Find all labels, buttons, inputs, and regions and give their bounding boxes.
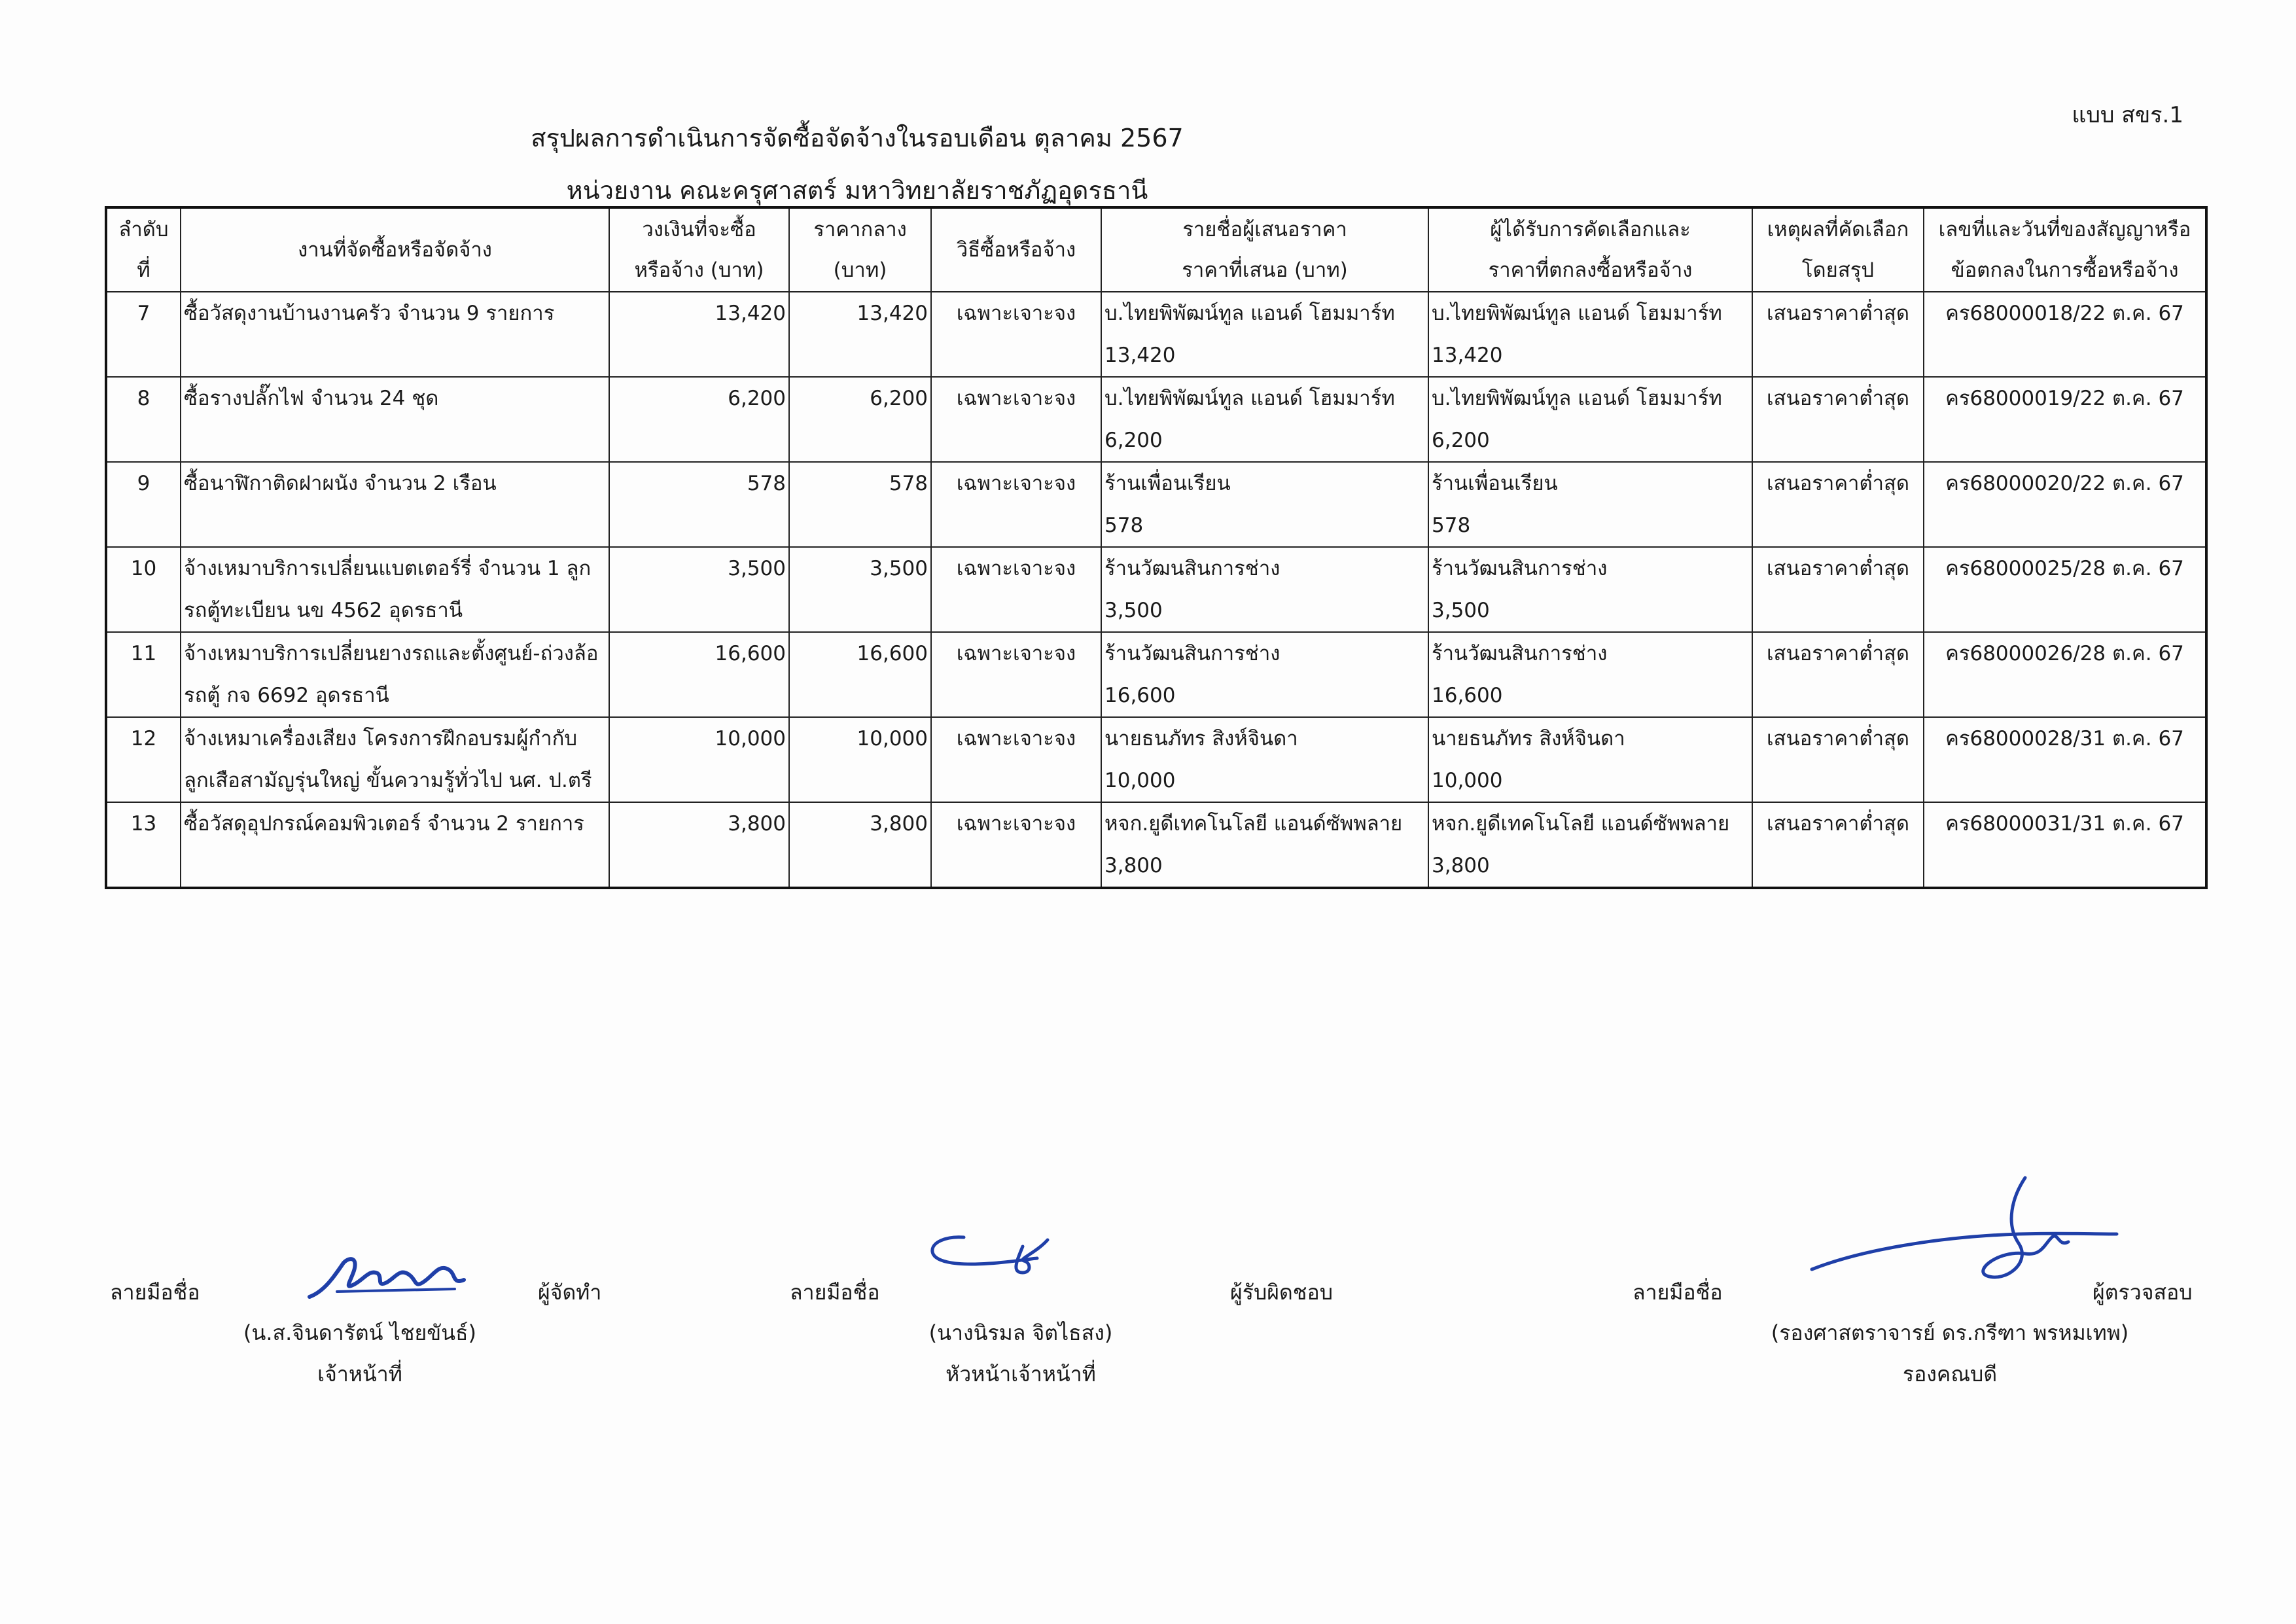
cell-contract: คร68000031/31 ต.ค. 67: [1924, 802, 2206, 888]
cell-no: 9: [106, 462, 181, 547]
role-inspector: ผู้ตรวจสอบ: [2093, 1280, 2193, 1305]
cell-bidder: ร้านเพื่อนเรียน 578: [1101, 462, 1428, 547]
table-row: [106, 292, 2206, 377]
cell-reason: เสนอราคาต่ำสุด: [1752, 547, 1924, 632]
cell-contract: คร68000028/31 ต.ค. 67: [1924, 717, 2206, 802]
cell-work: ซื้อวัสดุอุปกรณ์คอมพิวเตอร์ จำนวน 2 รายการ: [181, 802, 609, 888]
cell-median-price: 578: [789, 462, 931, 547]
cell-contract: คร68000026/28 ต.ค. 67: [1924, 632, 2206, 717]
cell-method: เฉพาะเจาะจง: [931, 547, 1101, 632]
table-row: [106, 462, 2206, 547]
form-code: แบบ สขร.1: [2072, 102, 2183, 128]
cell-no: 13: [106, 802, 181, 888]
cell-budget: 13,420: [609, 292, 789, 377]
cell-no: 11: [106, 632, 181, 717]
position-inspector: รองคณบดี: [1902, 1362, 1998, 1386]
cell-work: จ้างเหมาบริการเปลี่ยนแบตเตอร์รี่ จำนวน 1 ลูก รถตู้ทะเบียน นข 4562 อุดรธานี: [181, 547, 609, 632]
cell-median-price: 3,800: [789, 802, 931, 888]
cell-winner: ร้านวัฒนสินการช่าง 16,600: [1428, 632, 1752, 717]
table-row: [106, 377, 2206, 462]
cell-bidder: หจก.ยูดีเทคโนโลยี แอนด์ซัพพลาย 3,800: [1101, 802, 1428, 888]
cell-work: ซื้อรางปลั๊กไฟ จำนวน 24 ชุด: [181, 377, 609, 462]
role-responsible: ผู้รับผิดชอบ: [1230, 1280, 1333, 1305]
cell-work: จ้างเหมาบริการเปลี่ยนยางรถและตั้งศูนย์-ถ่วงล้อ รถตู้ กจ 6692 อุดรธานี: [181, 632, 609, 717]
signature-label-inspector: ลายมือชื่อ: [1633, 1280, 1723, 1305]
cell-contract: คร68000025/28 ต.ค. 67: [1924, 547, 2206, 632]
position-preparer: เจ้าหน้าที่: [317, 1362, 402, 1386]
cell-reason: เสนอราคาต่ำสุด: [1752, 632, 1924, 717]
cell-bidder: ร้านวัฒนสินการช่าง 16,600: [1101, 632, 1428, 717]
header-work: งานที่จัดซื้อหรือจัดจ้าง: [181, 207, 609, 292]
signature-label-responsible: ลายมือชื่อ: [790, 1280, 880, 1305]
report-title: สรุปผลการดำเนินการจัดซื้อจัดจ้างในรอบเดือน ตุลาคม 2567: [531, 124, 1184, 152]
cell-method: เฉพาะเจาะจง: [931, 462, 1101, 547]
agency-title: หน่วยงาน คณะครุศาสตร์ มหาวิทยาลัยราชภัฏอุดรธานี: [566, 176, 1148, 205]
cell-reason: เสนอราคาต่ำสุด: [1752, 377, 1924, 462]
cell-reason: เสนอราคาต่ำสุด: [1752, 462, 1924, 547]
preparer-signature: [304, 1251, 474, 1303]
table-row: [106, 632, 2206, 717]
header-no: ลำดับ ที่: [106, 207, 181, 292]
cell-budget: 6,200: [609, 377, 789, 462]
cell-method: เฉพาะเจาะจง: [931, 377, 1101, 462]
header-winner: ผู้ได้รับการคัดเลือกและ ราคาที่ตกลงซื้อหรือจ้าง: [1428, 207, 1752, 292]
header-method: วิธีซื้อหรือจ้าง: [931, 207, 1101, 292]
cell-budget: 3,500: [609, 547, 789, 632]
cell-winner: ร้านวัฒนสินการช่าง 3,500: [1428, 547, 1752, 632]
cell-method: เฉพาะเจาะจง: [931, 632, 1101, 717]
responsible-signature: [926, 1233, 1076, 1299]
cell-work: ซื้อนาฬิกาติดฝาผนัง จำนวน 2 เรือน: [181, 462, 609, 547]
cell-bidder: บ.ไทยพิพัฒน์ทูล แอนด์ โฮมมาร์ท 6,200: [1101, 377, 1428, 462]
cell-contract: คร68000018/22 ต.ค. 67: [1924, 292, 2206, 377]
cell-work: ซื้อวัสดุงานบ้านงานครัว จำนวน 9 รายการ: [181, 292, 609, 377]
header-budget: วงเงินที่จะซื้อ หรือจ้าง (บาท): [609, 207, 789, 292]
cell-median-price: 10,000: [789, 717, 931, 802]
role-preparer: ผู้จัดทำ: [538, 1280, 602, 1305]
signature-label-preparer: ลายมือชื่อ: [110, 1280, 200, 1305]
cell-median-price: 6,200: [789, 377, 931, 462]
cell-median-price: 16,600: [789, 632, 931, 717]
cell-no: 8: [106, 377, 181, 462]
cell-contract: คร68000020/22 ต.ค. 67: [1924, 462, 2206, 547]
cell-method: เฉพาะเจาะจง: [931, 717, 1101, 802]
cell-no: 12: [106, 717, 181, 802]
cell-budget: 16,600: [609, 632, 789, 717]
cell-median-price: 13,420: [789, 292, 931, 377]
cell-reason: เสนอราคาต่ำสุด: [1752, 802, 1924, 888]
header-contract: เลขที่และวันที่ของสัญญาหรือ ข้อตกลงในการซื้อหรือจ้าง: [1924, 207, 2206, 292]
cell-bidder: บ.ไทยพิพัฒน์ทูล แอนด์ โฮมมาร์ท 13,420: [1101, 292, 1428, 377]
header-median-price: ราคากลาง (บาท): [789, 207, 931, 292]
position-responsible: หัวหน้าเจ้าหน้าที่: [945, 1362, 1096, 1386]
name-inspector: (รองศาสตราจารย์ ดร.กรีฑา พรหมเทพ): [1771, 1320, 2129, 1345]
table-row: [106, 717, 2206, 802]
cell-no: 10: [106, 547, 181, 632]
cell-winner: บ.ไทยพิพัฒน์ทูล แอนด์ โฮมมาร์ท 6,200: [1428, 377, 1752, 462]
cell-method: เฉพาะเจาะจง: [931, 292, 1101, 377]
cell-no: 7: [106, 292, 181, 377]
cell-work: จ้างเหมาเครื่องเสียง โครงการฝึกอบรมผู้กำกับ ลูกเสือสามัญรุ่นใหญ่ ขั้นความรู้ทั่วไป นศ. ป.ตรี: [181, 717, 609, 802]
cell-budget: 3,800: [609, 802, 789, 888]
cell-contract: คร68000019/22 ต.ค. 67: [1924, 377, 2206, 462]
cell-winner: นายธนภัทร สิงห์จินดา 10,000: [1428, 717, 1752, 802]
cell-budget: 578: [609, 462, 789, 547]
cell-winner: บ.ไทยพิพัฒน์ทูล แอนด์ โฮมมาร์ท 13,420: [1428, 292, 1752, 377]
name-responsible: (นางนิรมล จิตไธสง): [928, 1320, 1113, 1345]
cell-median-price: 3,500: [789, 547, 931, 632]
cell-budget: 10,000: [609, 717, 789, 802]
cell-reason: เสนอราคาต่ำสุด: [1752, 717, 1924, 802]
header-reason: เหตุผลที่คัดเลือก โดยสรุป: [1752, 207, 1924, 292]
procurement-table: [105, 206, 2208, 889]
table-header-row: [106, 207, 2206, 292]
name-preparer: (น.ส.จินดารัตน์ ไชยขันธ์): [243, 1320, 476, 1345]
table-row: [106, 547, 2206, 632]
inspector-signature: [1809, 1171, 2123, 1296]
cell-bidder: นายธนภัทร สิงห์จินดา 10,000: [1101, 717, 1428, 802]
cell-method: เฉพาะเจาะจง: [931, 802, 1101, 888]
table-row: [106, 802, 2206, 888]
cell-winner: ร้านเพื่อนเรียน 578: [1428, 462, 1752, 547]
cell-bidder: ร้านวัฒนสินการช่าง 3,500: [1101, 547, 1428, 632]
cell-reason: เสนอราคาต่ำสุด: [1752, 292, 1924, 377]
header-bidders: รายชื่อผู้เสนอราคา ราคาที่เสนอ (บาท): [1101, 207, 1428, 292]
cell-winner: หจก.ยูดีเทคโนโลยี แอนด์ซัพพลาย 3,800: [1428, 802, 1752, 888]
